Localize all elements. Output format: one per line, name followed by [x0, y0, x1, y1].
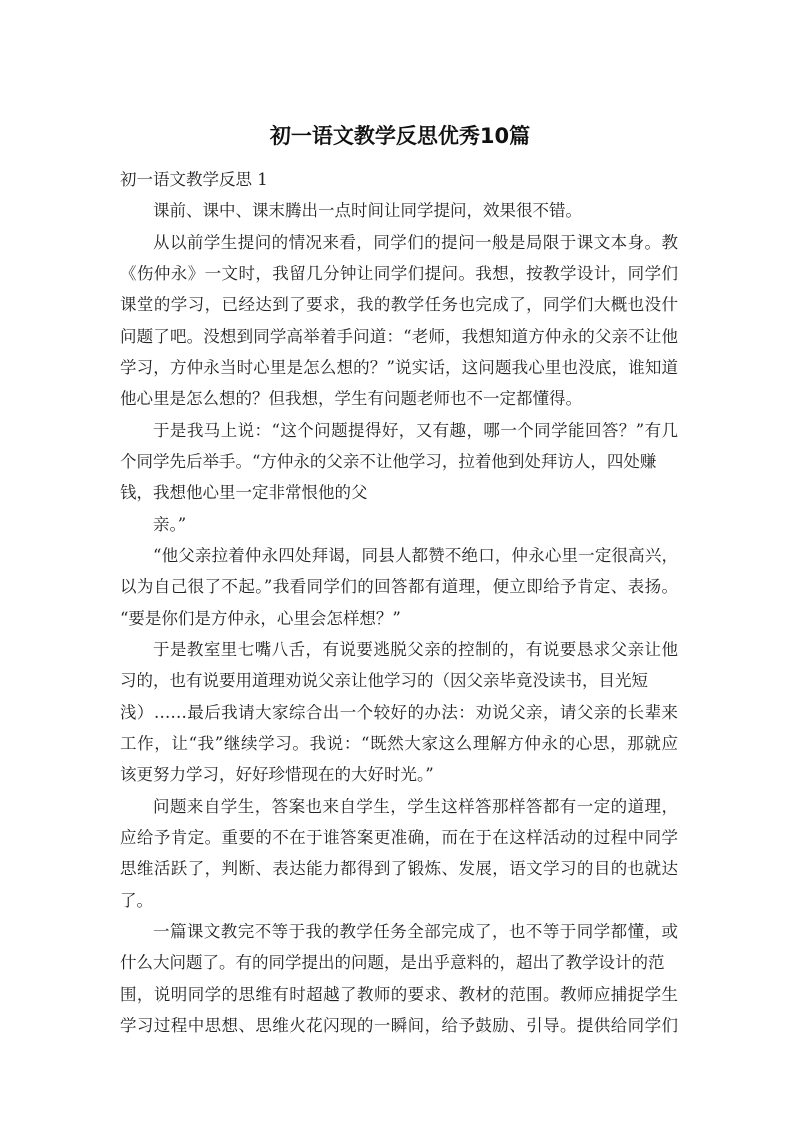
text-line: 习的，也有说要用道理劝说父亲让他学习的（因父亲毕竟没读书，目光短 [120, 671, 648, 691]
text-line: 工作，让“我”继续学习。我说：“既然大家这么理解方仲永的心思，那就应 [120, 733, 678, 753]
text-line: “他父亲拉着仲永四处拜谒，同县人都赞不绝口，仲永心里一定很高兴， [153, 545, 678, 565]
text-line: 他心里是怎么想的？但我想，学生有问题老师也不一定都懂得。 [120, 389, 582, 409]
text-line: 一篇课文教完不等于我的教学任务全部完成了，也不等于同学都懂，或 [153, 921, 678, 941]
text-line: 于是我马上说：“这个问题提得好，又有趣，哪一个同学能回答？”有几 [153, 420, 678, 440]
text-line: 亲。” [153, 514, 187, 534]
text-line: 了。 [120, 890, 153, 910]
text-line: 应给予肯定。重要的不在于谁答案更准确，而在于在这样活动的过程中同学 [120, 827, 678, 847]
text-line: 课堂的学习，已经达到了要求，我的教学任务也完成了，同学们大概也没什 [120, 295, 678, 315]
text-line: 什么大问题了。有的同学提出的问题，是出乎意料的，超出了教学设计的范 [120, 953, 665, 973]
text-line: 问题来自学生，答案也来自学生，学生这样答那样答都有一定的道理， [153, 796, 678, 816]
text-line: 钱，我想他心里一定非常恨他的父 [120, 483, 368, 503]
text-line: 以为自己很了不起。”我看同学们的回答都有道理，便立即给予肯定、表扬。 [120, 577, 678, 597]
text-line: 学习过程中思想、思维火花闪现的一瞬间，给予鼓励、引导。提供给同学们 [120, 1015, 678, 1035]
text-line: 《伤仲永》一文时，我留几分钟让同学们提问。我想，按教学设计，同学们 [120, 263, 678, 283]
text-line: 浅）……最后我请大家综合出一个较好的办法：劝说父亲，请父亲的长辈来 [120, 702, 678, 722]
text-line: “要是你们是方仲永，心里会怎样想？” [120, 608, 401, 628]
text-line: 个同学先后举手。“方仲永的父亲不让他学习，拉着他到处拜访人，四处赚 [120, 451, 657, 471]
document-body [120, 164, 678, 1041]
text-line: 学习，方仲永当时心里是怎么想的？”说实话，这问题我心里也没底，谁知道 [120, 357, 678, 377]
text-line: 该更努力学习，好好珍惜现在的大好时光。” [120, 765, 434, 785]
text-line: 课前、课中、课末腾出一点时间让同学提问，效果很不错。 [153, 201, 582, 221]
text-line: 于是教室里七嘴八舌，有说要逃脱父亲的控制的，有说要恳求父亲让他 [153, 639, 678, 659]
text-line: 围，说明同学的思维有时超越了教师的要求、教材的范围。教师应捕捉学生 [120, 984, 678, 1004]
section-heading: 初一语文教学反思 1 [120, 170, 268, 189]
text-line: 思维活跃了，判断、表达能力都得到了锻炼、发展，语文学习的目的也就达 [120, 859, 678, 879]
text-line: 从以前学生提问的情况来看，同学们的提问一般是局限于课文本身。教 [153, 232, 678, 252]
text-line: 问题了吧。没想到同学高举着手问道：“老师，我想知道方仲永的父亲不让他 [120, 326, 678, 346]
document-title: 初一语文教学反思优秀10篇 [269, 124, 531, 148]
